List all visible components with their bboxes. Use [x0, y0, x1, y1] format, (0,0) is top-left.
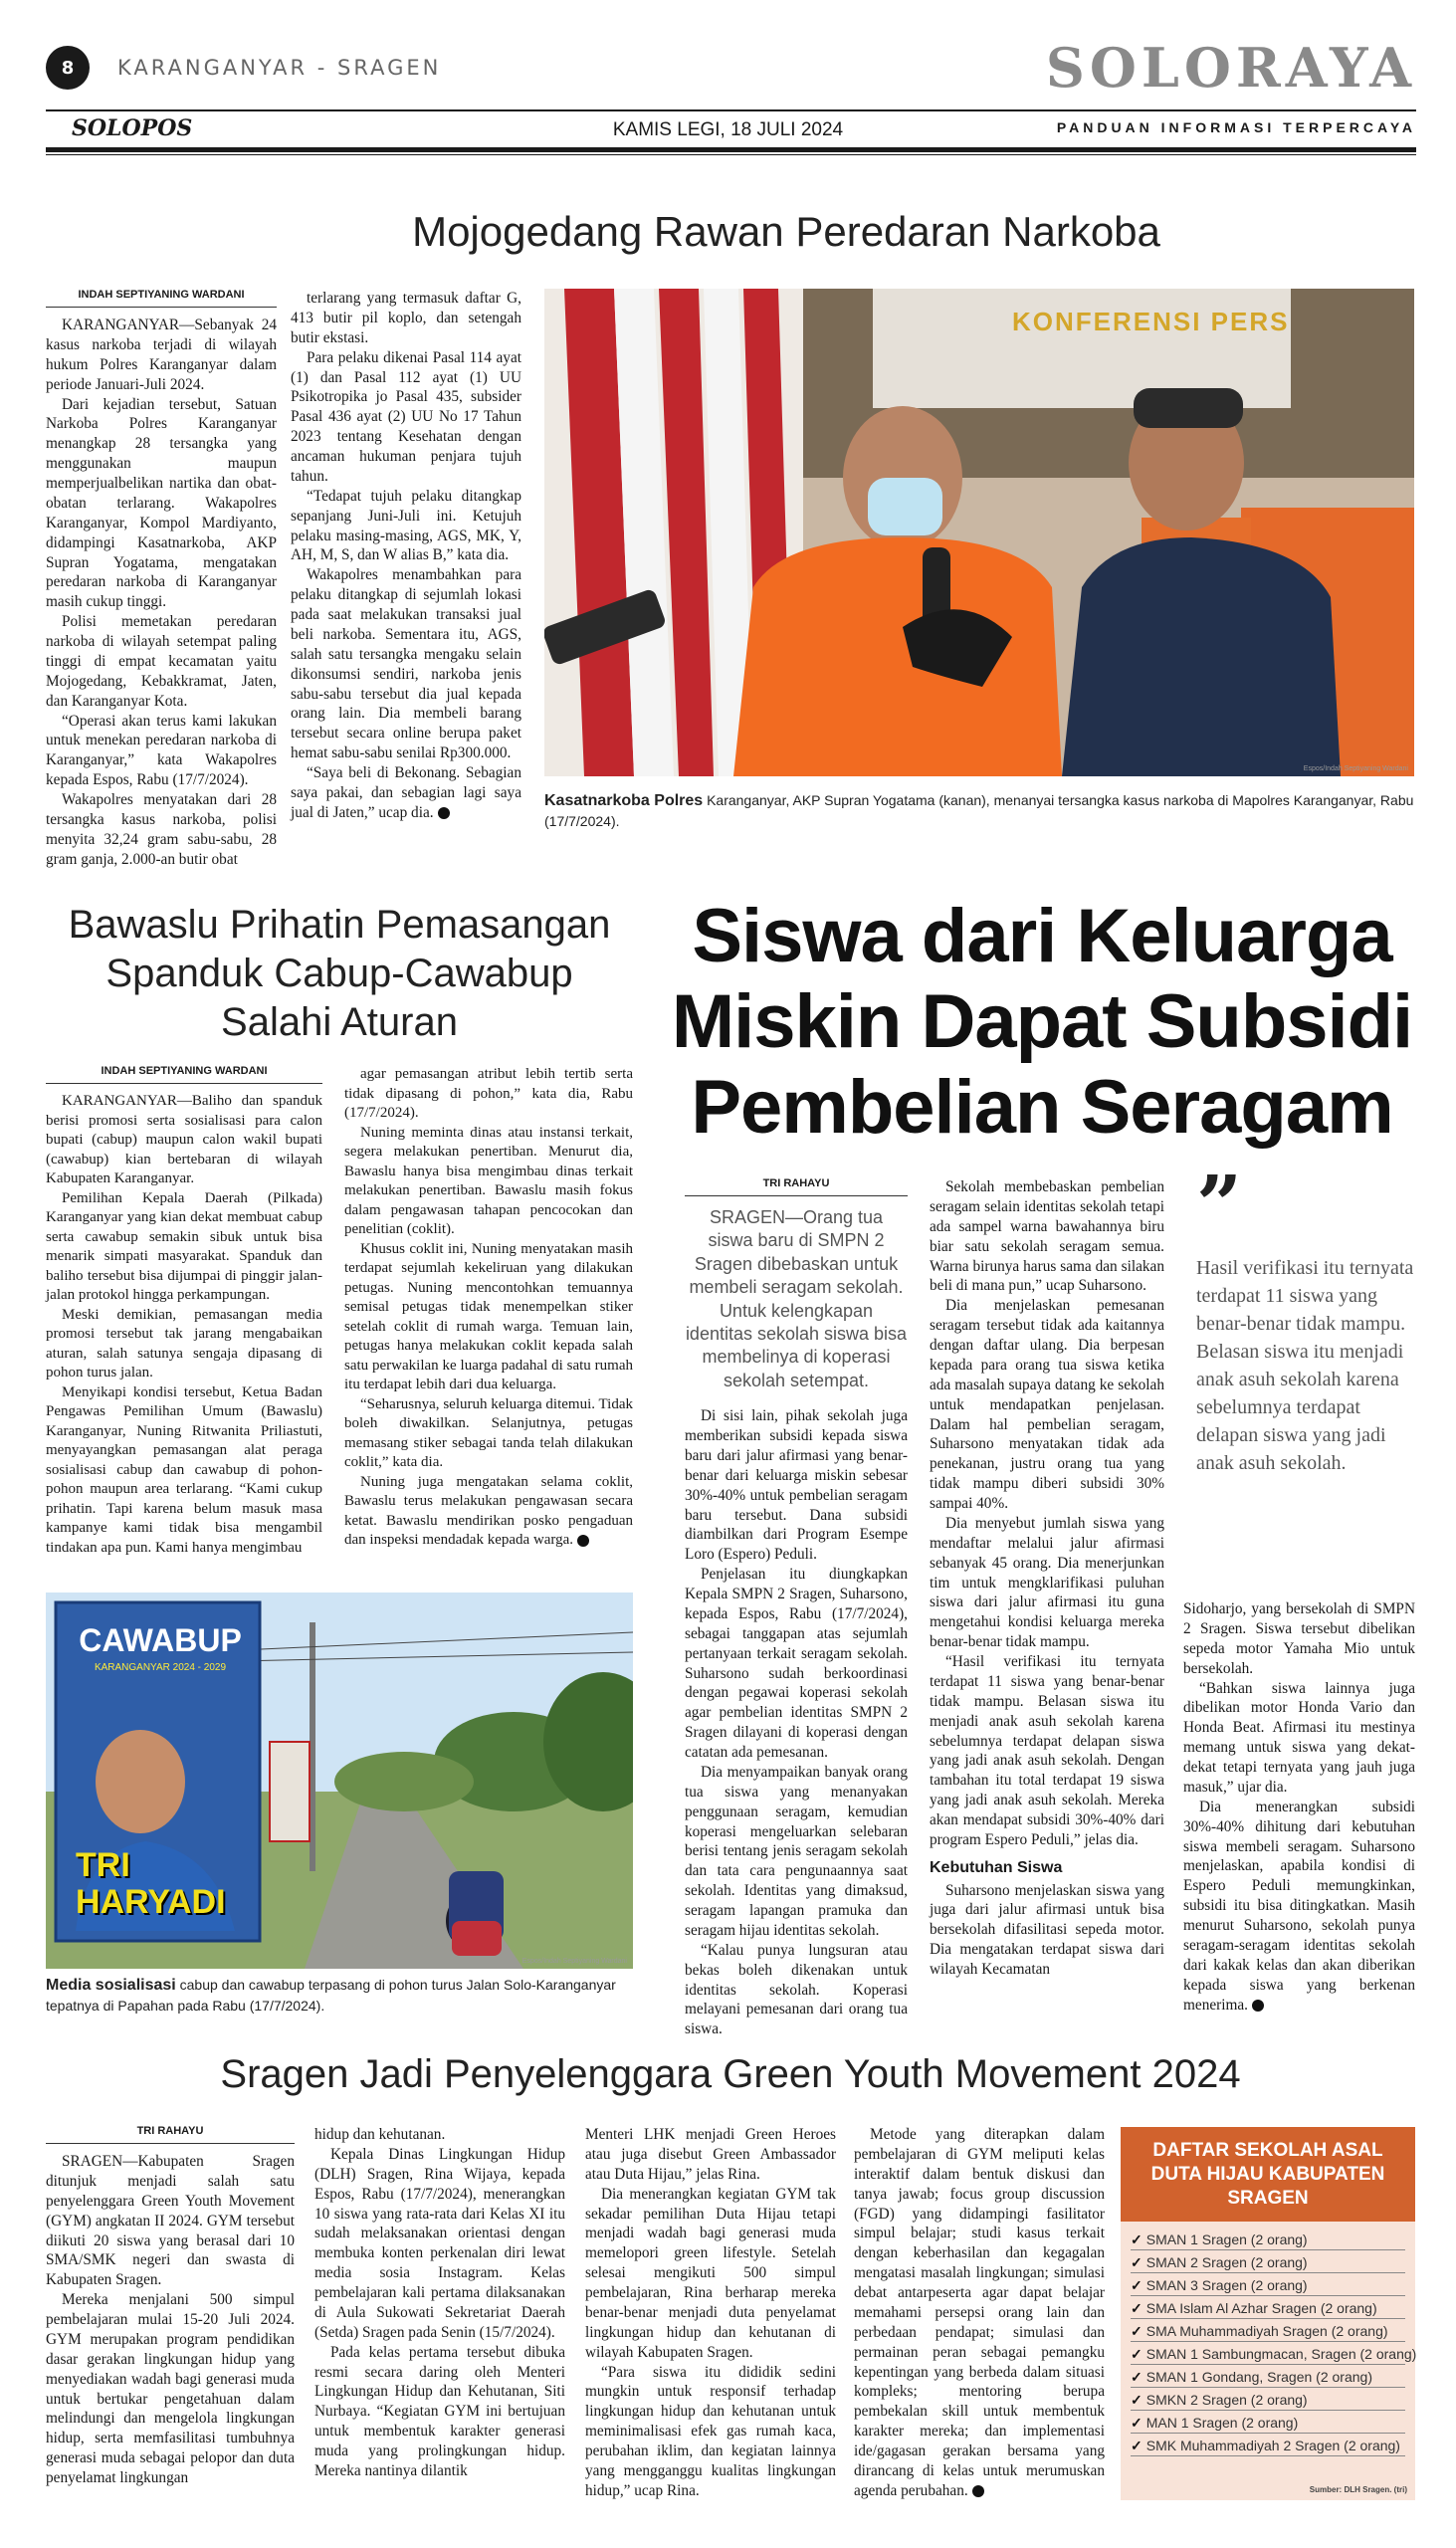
end-mark-icon: [1252, 2000, 1264, 2012]
press-conference-photo: [544, 289, 1414, 776]
paragraph: Khusus coklit ini, Nuning menyatakan masih terdapat sejumlah kekeliruan yang dilakukan petugas. Nuning mencontohkan temuannya semisal petugas tidak menempelkan stiker setelah coklit di rumah warga. Temuan lain, petugas hanya melakukan coklit kepada salah satu perwakilan ke luarga padahal di satu rumah itu terdapat lebih dari dua keluarga.: [344, 1240, 633, 1392]
paragraph-text: Nuning juga mengatakan selama coklit, Bawaslu terus melakukan pengawasan secara ketat. Bawaslu mendirikan posko pengaduan dan inspeksi mendadak kepada warga.: [344, 1473, 633, 1548]
end-mark-icon: [972, 2485, 984, 2497]
paragraph-text: “Saya beli di Bekonang. Sebagian saya pakai, dan sebagian lagi saya jual di Jaten,” ucap dia.: [291, 764, 521, 821]
paragraph-text: Dia menerangkan subsidi 30%-40% dihitung dari kebutuhan siswa membeli seragam. Suharsono menjelaskan, apabila kondisi di Espero Peduli memungkinkan, subsidi itu bisa ditingkatkan. Masih menurut Suharsono, sekolah punya seragam-seragam identitas sekolah dari kakak kelas dan akan diberikan kepada siswa yang berkenan menerima.: [1183, 1798, 1415, 2014]
paragraph: [1183, 1798, 1415, 2016]
school-list: [1121, 2228, 1415, 2456]
list-item: [1131, 2250, 1405, 2273]
article1-headline: Mojogedang Rawan Peredaran Narkoba: [412, 208, 1160, 255]
paragraph: hidup dan kehutanan.: [314, 2126, 446, 2143]
article4-headline: Sragen Jadi Penyelenggara Green Youth Movement 2024: [220, 2052, 1241, 2096]
paragraph: terlarang yang termasuk daftar G, 413 butir pil koplo, dan setengah butir ekstasi.: [291, 290, 521, 346]
check-icon: ✓: [1131, 2231, 1143, 2248]
billboard-title: CAWABUP: [79, 1622, 242, 1658]
paragraph: KARANGANYAR—Sebanyak 24 kasus narkoba terjadi di wilayah hukum Polres Karanganyar dalam periode Januari-Juli 2024.: [46, 317, 277, 393]
article3-byline: TRI RAHAYU: [685, 1177, 908, 1196]
paragraph: “Kalau punya lungsuran atau bekas boleh dikenakan untuk identitas sekolah. Koperasi melayani pemesanan dari orang tua siswa.: [685, 1941, 908, 2038]
paragraph: Di sisi lain, pihak sekolah juga memberikan subsidi kepada siswa baru dari jalur afirmasi yang benar-benar dari keluarga miskin sebesar 30%-40% untuk pembelian seragam baru tersebut. Dana subsidi diambilkan dari Program Esempe Loro (Espero) Peduli.: [685, 1407, 908, 1564]
paragraph: “Seharusnya, seluruh keluarga ditemui. Tidak boleh diwakilkan. Selanjutnya, petugas memasang stiker sebagai tanda telah dilakukan coklit,” kata dia.: [344, 1395, 633, 1470]
end-mark-icon: [438, 807, 450, 819]
school-name: SMAN 1 Gondang, Sragen (2 orang): [1145, 2369, 1372, 2386]
paragraph: Menteri LHK menjadi Green Heroes atau juga disebut Green Ambassador atau Duta Hijau,” jelas Rina.: [585, 2126, 836, 2183]
paragraph: Penjelasan itu diungkapkan Kepala SMPN 2 Sragen, Suharsono, kepada Espos, Rabu (17/7/2024), sebagai tanggapan atas sejumlah pertanyaan terkait seragam sekolah. Suharsono sudah berkoordinasi dengan pegawai koperasi sekolah agar pembelian identitas SMPN 2 Sragen dilayani di koperasi dengan catatan ada pemesanan.: [685, 1566, 908, 1761]
article2-caption: [46, 1976, 633, 2015]
list-item: [1131, 2388, 1405, 2411]
article4-col1: [46, 2125, 295, 2488]
article2-col2: [344, 1065, 633, 1551]
article2-headline: Bawaslu Prihatin Pemasangan Spanduk Cabup-Cawabup Salahi Aturan: [68, 903, 611, 1044]
article2-byline: INDAH SEPTIYANING WARDANI: [46, 1065, 322, 1084]
paragraph: Suharsono menjelaskan siswa yang juga dari jalur afirmasi untuk bisa bersekolah difasilitasi sepeda motor. Dia mengatakan terdapat siswa dari wilayah Kecamatan: [930, 1881, 1164, 1979]
check-icon: ✓: [1131, 2277, 1143, 2294]
paragraph: Nuning meminta dinas atau instansi terkait, segera melakukan penertiban. Menurut dia, Bawaslu hanya bisa mengimbau dinas terkait melakukan penertiban. Bawaslu masih fokus dalam pengawasan tahapan pencocokan dan penelitian (coklit).: [344, 1124, 633, 1237]
article1-col2: [291, 289, 521, 823]
check-icon: ✓: [1131, 2323, 1143, 2340]
article4-col3: [585, 2125, 836, 2501]
caption-text: cabup dan cawabup terpasang di pohon turus Jalan Solo-Karanganyar tepatnya di Papahan pada Rabu (17/7/2024).: [46, 1977, 616, 2014]
quote-mark-icon: ”: [1196, 1158, 1243, 1251]
photo-credit: Espos/Indah Septiyaning Wardani: [521, 1958, 627, 1965]
box-source: Sumber: DLH Sragen. (tri): [1309, 2485, 1407, 2494]
header-rule-top: [46, 109, 1416, 111]
article3-subhead: Kebutuhan Siswa: [930, 1858, 1063, 1876]
paragraph: “Bahkan siswa lainnya juga dibelikan motor Honda Vario dan Honda Beat. Afirmasi itu mestinya memang untuk siswa yang dekat-dekat tetapi ternyata yang jauh juga masuk,” ujar dia.: [1183, 1679, 1415, 1796]
paragraph: Menyikapi kondisi tersebut, Ketua Badan Pengawas Pemilihan Umum (Bawaslu) Karanganyar, Nuning Ritwanita Priliastuti, menyayangkan pemasangan alat peraga sosialisasi cabup dan cawabup di pohon-pohon maupun area terlarang. “Kami cukup prihatin. Tapi karena belum masuk masa kampanye kami tidak bisa mengambil tindakan apa pun. Kami hanya mengimbau: [46, 1383, 322, 1556]
article4-col4: [854, 2125, 1105, 2501]
article1-caption: [544, 791, 1414, 830]
article3-col2: [930, 1177, 1164, 1980]
article1-col1: [46, 289, 277, 870]
header-rule-thin: [46, 154, 1416, 155]
list-item: [1131, 2411, 1405, 2434]
paragraph: Dari kejadian tersebut, Satuan Narkoba Polres Karanganyar menangkap 28 tersangka yang menggunakan maupun memperjualbelikan nartika dan obat-obatan terlarang. Wakapolres Karanganyar, Kompol Mardiyanto, didampingi Kasatnarkoba, AKP Supran Yogatama, mengatakan peredaran narkoba di Karanganyar masih cukup tinggi.: [46, 395, 277, 611]
paragraph: Pada kelas pertama tersebut dibuka resmi secara daring oleh Menteri Lingkungan Hidup dan Kehutanan, Siti Nurbaya. “Kegiatan GYM ini bertujuan untuk membentuk karakter generasi muda yang prolingkungan hidup. Mereka nantinya dilantik: [314, 2343, 565, 2479]
article2-col1: [46, 1065, 322, 1558]
check-icon: ✓: [1131, 2392, 1143, 2409]
article4-col1-text: [46, 2152, 295, 2488]
paragraph: Dia menerangkan kegiatan GYM tak sekadar pemilihan Duta Hijau tetapi menjadi wadah bagi generasi muda memelopori green lifestyle. Setelah selesai mengikuti 500 simpul pembelajaran, Rina berharap mereka benar-benar menjadi duta penyelamat lingkungan hidup dan kehutanan di wilayah Kabupaten Sragen.: [585, 2185, 836, 2361]
paragraph: “Operasi akan terus kami lakukan untuk menekan peredaran narkoba di Karanganyar,” kata Wakapolres kepada Espos, Rabu (17/7/2024).: [46, 712, 277, 789]
paragraph: Dia menyampaikan banyak orang tua siswa yang menanyakan penggunaan seragam, kemudian koperasi mengeluarkan selebaran berisi tentang jenis seragam sekolah dan tata cara pengunaannya saat sekolah. Identitas yang dimaksud, seragam lapangan pramuka dan seragam hijau identitas sekolah.: [685, 1763, 908, 1939]
billboard-name-2: HARYADI: [76, 1883, 226, 1921]
list-item: [1131, 2342, 1417, 2365]
article1-col1-text: [46, 316, 277, 870]
article4-byline: TRI RAHAYU: [46, 2125, 295, 2144]
region-label: KARANGANYAR - SRAGEN: [117, 56, 442, 80]
billboard-subtitle: KARANGANYAR 2024 - 2029: [94, 1662, 227, 1673]
article3-col3: [1183, 1599, 1415, 2015]
caption-lead: Media sosialisasi: [46, 1977, 176, 1994]
check-icon: ✓: [1131, 2438, 1143, 2454]
paragraph: [854, 2125, 1105, 2501]
article3-col1: [685, 1177, 908, 2039]
section-rubric: SOLORAYA: [1045, 36, 1416, 100]
caption-lead: Kasatnarkoba Polres: [544, 792, 704, 809]
article3-lead: SRAGEN—Orang tua siswa baru di SMPN 2 Sragen dibebaskan untuk membeli seragam sekolah. Untuk kelengkapan identitas sekolah siswa bisa membelinya di koperasi sekolah setempat.: [685, 1207, 908, 1390]
list-item: [1131, 2434, 1405, 2456]
check-icon: ✓: [1131, 2254, 1143, 2271]
newspaper-logo: SOLOPOS: [72, 115, 193, 141]
article4-col2: [314, 2125, 565, 2481]
page-number: 8: [46, 46, 90, 90]
list-item: [1131, 2296, 1405, 2319]
paragraph-text: Metode yang diterapkan dalam pembelajaran di GYM meliputi kelas interaktif dalam bentuk diskusi dan tanya jawab; focus group discussion (FGD) yang didampingi fasilitator simpul belajar; studi kasus terkait dengan keberhasilan dan kegagalan mengatasi masalah lingkungan; simulasi debat antarpeserta agar dapat belajar memahami persepsi orang lain dan perbedaan pendapat; simulasi dan permainan peran sebagai pemangku kepentingan yang berbeda dalam situasi kompleks; mentoring berupa pembekalan skill untuk membentuk karakter mereka; dan implementasi ide/gagasan gerakan bersama yang dirancang di kelas untuk merumuskan agenda perubahan.: [854, 2126, 1105, 2499]
school-name: SMK Muhammadiyah 2 Sragen (2 orang): [1145, 2438, 1400, 2454]
caption-text: Karanganyar, AKP Supran Yogatama (kanan), menanyai tersangka kasus narkoba di Mapolres Karanganyar, Rabu (17/7/2024).: [544, 792, 1414, 829]
paragraph: [344, 1473, 633, 1551]
article2-col1-text: [46, 1092, 322, 1558]
paragraph: Wakapolres menyatakan dari 28 tersangka kasus narkoba, polisi menyita 32,24 gram sabu-sabu, 28 gram ganja, 2.000-an butir obat: [46, 791, 277, 868]
article1-photo: [544, 289, 1414, 776]
pull-quote-text: Hasil verifikasi itu ternyata terdapat 11 siswa yang benar-benar tidak mampu. Belasan siswa itu menjadi anak asuh sekolah karena sebelumnya terdapat delapan siswa yang jadi anak asuh sekolah.: [1196, 1257, 1414, 1474]
edition-date: KAMIS LEGI, 18 JULI 2024: [612, 119, 844, 140]
paragraph: Mereka menjalani 500 simpul pembelajaran mulai 15-20 Juli 2024. GYM merupakan program pendidikan dasar gerakan lingkungan hidup yang menyediakan wadah bagi generasi muda untuk bertukar pengetahuan dalam melindungi dan mengelola lingkungan hidup, serta memfasilitasi tumbuhnya generasi muda sebagai pelopor dan duta penyelamat lingkungan: [46, 2291, 295, 2486]
school-name: SMA Islam Al Azhar Sragen (2 orang): [1145, 2300, 1377, 2317]
paragraph: [291, 763, 521, 823]
school-name: SMAN 2 Sragen (2 orang): [1145, 2254, 1308, 2271]
paragraph: “Hasil verifikasi itu ternyata terdapat 11 siswa yang benar-benar tidak mampu. Belasan siswa itu menjadi anak asuh sekolah karena sebelumnya terdapat delapan siswa yang jadi anak asuh sekolah. Dengan tambahan itu total terdapat 19 siswa yang jadi anak asuh sekolah. Mereka akan mendapat subsidi 30%-40% dari program Espero Peduli,” jelas dia.: [930, 1653, 1164, 1848]
school-name: SMKN 2 Sragen (2 orang): [1145, 2392, 1308, 2409]
list-item: [1131, 2228, 1405, 2250]
photo-banner-text: KONFERENSI PERS: [1012, 307, 1290, 336]
paragraph: Wakapolres menambahkan para pelaku ditangkap di sejumlah lokasi pada saat melakukan transaksi jual beli narkoba. Sementara itu, AGS, salah satu tersangka mengaku selain dikonsumsi sendiri, narkoba jenis sabu-sabu tersebut dia jual kepada orang lain. Dia membeli barang tersebut secara online berupa paket hemat sabu-sabu senilai Rp300.000.: [291, 566, 521, 762]
photo-credit: Espos/Indah Septiyaning Wardani: [1303, 765, 1408, 772]
school-name: MAN 1 Sragen (2 orang): [1145, 2415, 1299, 2432]
school-name: SMA Muhammadiyah Sragen (2 orang): [1145, 2323, 1388, 2340]
article3-pullquote: [1196, 1158, 1415, 1477]
paragraph: Kepala Dinas Lingkungan Hidup (DLH) Sragen, Rina Wijaya, kepada Espos, Rabu (17/7/2024), menerangkan 10 siswa yang rata-rata dari Kelas XI itu sudah melaksanakan orientasi dengan membuka konten perkenalan diri lewat media sosia Instagram. Kelas pembelajaran kali pertama dilaksanakan di Aula Sukowati Sekretariat Daerah (Setda) Sragen pada Senin (15/7/2024).: [314, 2145, 565, 2341]
paragraph: Sidoharjo, yang bersekolah di SMPN 2 Sragen. Siswa tersebut dibelikan sepeda motor Yamaha Mio untuk bersekolah.: [1183, 1600, 1415, 1677]
school-list-box: [1121, 2127, 1415, 2500]
school-name: SMAN 1 Sambungmacan, Sragen (2 orang): [1145, 2346, 1417, 2363]
paragraph: Meski demikian, pemasangan media promosi tersebut tak jarang mengabaikan aturan, salah satunya sengaja dipasang di pohon turus jalan.: [46, 1306, 322, 1380]
header-rule-thick: [46, 147, 1416, 152]
school-name: SMAN 1 Sragen (2 orang): [1145, 2231, 1308, 2248]
school-name: SMAN 3 Sragen (2 orang): [1145, 2277, 1308, 2294]
paragraph: Para pelaku dikenai Pasal 114 ayat (1) dan Pasal 112 ayat (1) UU Psikotropika jo Pasal 435, subsider Pasal 436 ayat (2) UU No 17 Tahun 2023 tentang Kesehatan dengan ancaman hukuman penjara tujuh tahun.: [291, 348, 521, 485]
article3-col1-text: [685, 1406, 908, 2039]
paragraph: “Tedapat tujuh pelaku ditangkap sepanjang Juni-Juli ini. Ketujuh pelaku masing-masing, AGS, MK, Y, AH, M, S, dan W alias B,” kata dia.: [291, 487, 521, 564]
paragraph: KARANGANYAR—Baliho dan spanduk berisi promosi serta sosialisasi para calon bupati (cabup) maupun calon wakil bupati (cawabup) kian bertebaran di wilayah Kabupaten Karanganyar.: [46, 1093, 322, 1186]
paragraph: Polisi memetakan peredaran narkoba di wilayah setempat paling tinggi di empat kecamatan yaitu Mojogedang, Kebakkramat, Jaten, dan Karanganyar Kota.: [46, 613, 277, 710]
billboard-name-1: TRI: [76, 1846, 130, 1884]
paragraph: Dia menyebut jumlah siswa yang mendaftar melalui jalur afirmasi sebanyak 45 orang. Dia menerjunkan tim untuk mengklarifikasi puluhan siswa dari jalur afirmasi itu guna mengetahui kondisi keluarga mereka benar-benar tidak mampu.: [930, 1514, 1164, 1651]
paragraph: “Para siswa itu dididik sedini mungkin untuk responsif terhadap lingkungan hidup dan kehutanan untuk meminimalisasi efek gas rumah kaca, perubahan iklim, dan kegiatan lainnya yang mengganggu kualitas lingkungan hidup,” ucap Rina.: [585, 2363, 836, 2499]
paragraph: Sekolah membebaskan pembelian seragam selain identitas sekolah tetapi ada sampel warna bawahannya biru biar satu sekolah seragam semua. Warna birunya harus sama dan silakan beli di mana pun,” ucap Suharsono.: [930, 1178, 1164, 1295]
paragraph: SRAGEN—Kabupaten Sragen ditunjuk menjadi salah satu penyelenggara Green Youth Movement (GYM) angkatan II 2024. GYM tersebut diikuti 20 siswa yang berasal dari 10 SMA/SMK negeri dan swasta di Kabupaten Sragen.: [46, 2153, 295, 2289]
list-item: [1131, 2365, 1405, 2388]
article2-photo: [46, 1592, 633, 1969]
check-icon: ✓: [1131, 2346, 1143, 2363]
check-icon: ✓: [1131, 2415, 1143, 2432]
paragraph: Pemilihan Kepala Daerah (Pilkada) Karanganyar yang kian dekat membuat cabup serta cawabup semakin sibuk untuk bisa menarik simpati masyarakat. Spanduk dan baliho tersebut bisa dijumpai di pinggir jalan-jalan protokol hingga perkampungan.: [46, 1189, 322, 1303]
paragraph: agar pemasangan atribut lebih tertib serta tidak dipasang di pohon,” kata dia, Rabu (17/7/2024).: [344, 1066, 633, 1121]
check-icon: ✓: [1131, 2300, 1143, 2317]
school-list-title: DAFTAR SEKOLAH ASAL DUTA HIJAU KABUPATEN SRAGEN: [1121, 2127, 1415, 2222]
tagline: PANDUAN INFORMASI TERPERCAYA: [1056, 119, 1416, 135]
paragraph: Dia menjelaskan pemesanan seragam tersebut tidak ada kaitannya dengan daftar ulang. Dia berpesan kepada para orang tua siswa ketika ada masalah supaya datang ke sekolah untuk mendapatkan penjelasan. Dalam hal pembelian seragam, Suharsono menyatakan tidak ada penekanan, justru orang tua yang tidak mampu diberi subsidi 30% sampai 40%.: [930, 1297, 1164, 1512]
article1-byline: INDAH SEPTIYANING WARDANI: [46, 289, 277, 308]
list-item: [1131, 2273, 1405, 2296]
article3-headline: Siswa dari Keluarga Miskin Dapat Subsidi Pembelian Seragam: [671, 894, 1413, 1150]
list-item: [1131, 2319, 1405, 2342]
check-icon: ✓: [1131, 2369, 1143, 2386]
end-mark-icon: [577, 1535, 589, 1547]
